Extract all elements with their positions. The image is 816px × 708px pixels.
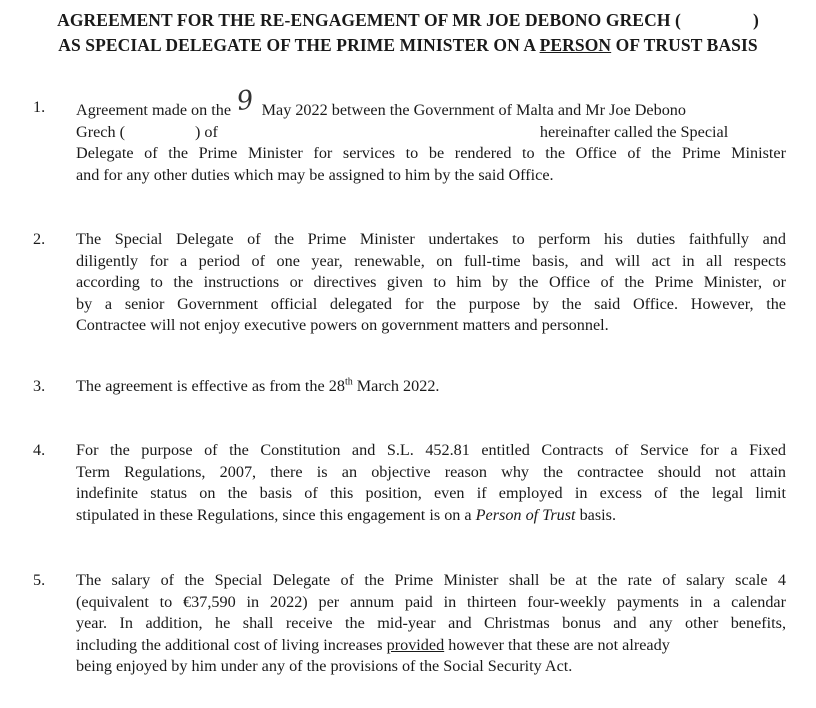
clause-line: according to the instructions or directives given to him by the Office of the Prime Minister, or [76,273,786,291]
clause-line [76,505,786,527]
clause-text: however that these are not already [444,635,670,654]
clause-line: (equivalent to €37,590 in 2022) per annum paid in thirteen four-weekly payments in a calendar [76,592,786,611]
clause-line: Delegate of the Prime Minister for services to be rendered to the Office of the Prime Minister [76,144,786,162]
clause-line [76,635,786,657]
title-line-1 [0,10,816,31]
clause-line [76,85,786,122]
clause-line: being enjoyed by him under any of the provisions of the Social Security Act. [76,657,573,675]
italic-term: Person of Trust [475,505,576,524]
clause-line: by a senior Government official delegated for the purpose by the said Office. However, the [76,294,786,313]
clause-line: Contractee will not enjoy executive powers on government matters and personnel. [76,316,609,334]
clause-number: 3. [33,377,46,395]
clause-body [76,440,786,526]
clause-line [76,376,786,398]
ordinal-suffix: th [344,376,353,388]
title-line-2-pre: AS SPECIAL DELEGATE OF THE PRIME MINISTER ON A [58,35,540,55]
clause-text: May 2022 between the Government of Malta and Mr Joe Debono [261,101,686,119]
clause-text: The agreement is effective as from the 28 [76,377,345,395]
clause-body [76,229,786,337]
underlined-word: provided [386,635,445,654]
clause-text: March 2022. [352,377,440,395]
title-line-2 [0,35,816,56]
title-line-1-text: AGREEMENT FOR THE RE-ENGAGEMENT OF MR JOE DEBONO GRECH ( [57,10,681,30]
clause-text: Grech ( [76,122,125,141]
clause-line: and for any other duties which may be assigned to him by the said Office. [76,165,554,184]
clause-text: Agreement made on the [76,101,232,119]
clause-line: indefinite status on the basis of this position, even if employed in excess of the legal limit [76,484,786,502]
clause-number: 4. [33,441,46,459]
clause-text: ) of [194,122,218,141]
clause-body [76,85,786,186]
clause-number: 1. [33,98,46,116]
clause-line: For the purpose of the Constitution and S.L. 452.81 entitled Contracts of Service for a Fixed [76,441,786,459]
clause-line [76,122,786,144]
clause-line: year. In addition, he shall receive the mid-year and Christmas bonus and any other benefits, [76,614,786,632]
clause-body [76,376,786,398]
title-line-2-post: OF TRUST BASIS [611,35,758,55]
clause-text: basis. [575,505,616,524]
clause-line: The Special Delegate of the Prime Minister undertakes to perform his duties faithfully and [76,230,786,248]
clause-number: 5. [33,571,46,589]
handwritten-day: 9 [234,85,256,118]
clause-body [76,570,786,678]
clause-text: including the additional cost of living increases [76,635,387,654]
clause-text: hereinafter called the Special [539,122,729,141]
clause-line: Term Regulations, 2007, there is an objective reason why the contractee should not attain [76,462,786,481]
clause-line: The salary of the Special Delegate of the Prime Minister shall be at the rate of salary scale 4 [76,571,786,589]
clause-line: diligently for a period of one year, renewable, on full-time basis, and will act in all respects [76,251,786,270]
clause-number: 2. [33,230,46,248]
title-line-1-close: ) [752,10,759,30]
title-underlined-word: PERSON [539,35,612,55]
clause-text: stipulated in these Regulations, since this engagement is on a [76,505,476,524]
